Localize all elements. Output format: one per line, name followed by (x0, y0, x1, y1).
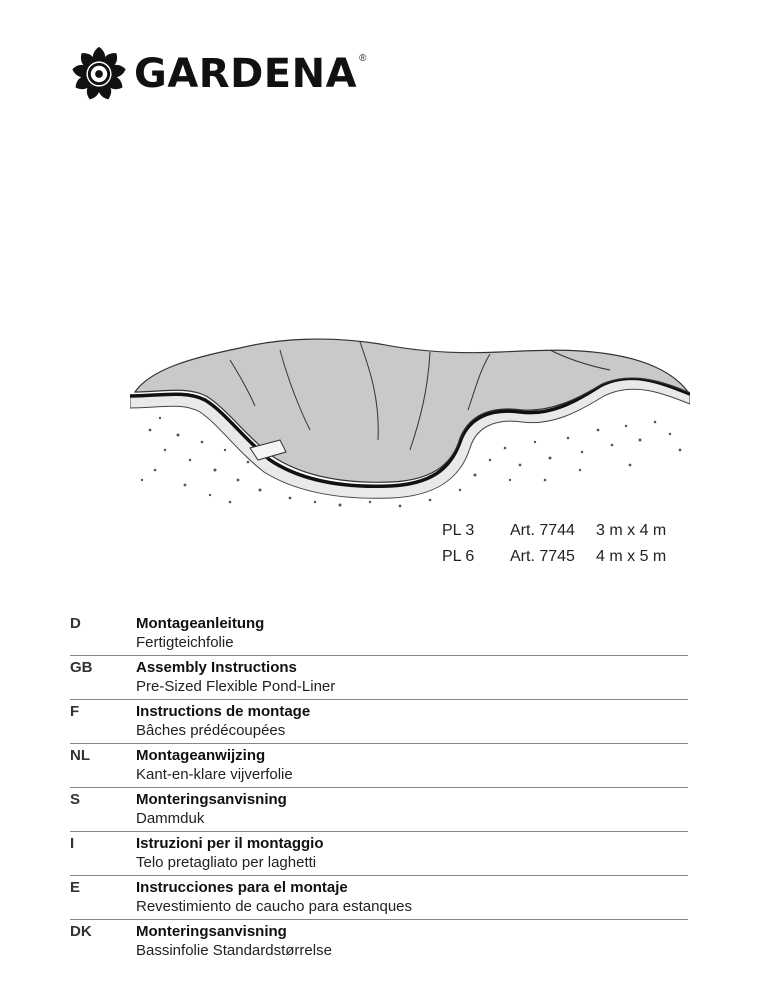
article-number: Art. 7745 (510, 548, 575, 565)
language-entry (70, 612, 688, 656)
model-code: PL 6 (442, 548, 475, 565)
pond-liner-illustration (130, 330, 690, 510)
language-subtitle: Bâches prédécoupées (136, 722, 286, 739)
language-title: Assembly Instructions (136, 659, 297, 676)
language-entry (70, 744, 688, 788)
model-code: PL 3 (442, 522, 475, 539)
language-code: I (70, 835, 75, 852)
language-entry (70, 920, 688, 963)
language-entry (70, 788, 688, 832)
language-title: Monteringsanvisning (136, 923, 287, 940)
model-row (442, 518, 696, 544)
model-size: 3 m x 4 m (596, 522, 667, 539)
language-subtitle: Bassinfolie Standardstørrelse (136, 942, 332, 959)
language-title: Instructions de montage (136, 703, 311, 720)
language-title: Montageanleitung (136, 615, 265, 632)
language-entry (70, 876, 688, 920)
language-entry (70, 832, 688, 876)
model-size: 4 m x 5 m (596, 548, 667, 565)
language-subtitle: Revestimiento de caucho para estanques (136, 898, 413, 915)
language-title: Instrucciones para el montaje (136, 879, 348, 896)
language-entry (70, 700, 688, 744)
language-code: S (70, 791, 81, 808)
language-code: D (70, 615, 81, 632)
language-code: DK (70, 923, 92, 940)
brand-logo (70, 44, 366, 104)
language-entry (70, 656, 688, 700)
model-row (442, 544, 696, 570)
language-title: Monteringsanvisning (136, 791, 287, 808)
language-subtitle: Dammduk (136, 810, 205, 827)
language-code: E (70, 879, 81, 896)
language-subtitle: Kant-en-klare vijverfolie (136, 766, 293, 783)
brand-name: GARDENA (134, 51, 358, 97)
language-subtitle: Telo pretagliato per laghetti (136, 854, 317, 871)
language-code: NL (70, 747, 90, 764)
language-title: Montageanwijzing (136, 747, 266, 764)
language-code: F (70, 703, 80, 720)
language-title: Istruzioni per il montaggio (136, 835, 324, 852)
article-number: Art. 7744 (510, 522, 575, 539)
gardena-sun-logo-icon (70, 45, 128, 103)
language-list (70, 612, 688, 963)
registered-mark: ® (359, 52, 367, 64)
language-subtitle: Fertigteichfolie (136, 634, 234, 651)
language-code: GB (70, 659, 93, 676)
model-list (442, 518, 696, 570)
language-subtitle: Pre-Sized Flexible Pond-Liner (136, 678, 336, 695)
